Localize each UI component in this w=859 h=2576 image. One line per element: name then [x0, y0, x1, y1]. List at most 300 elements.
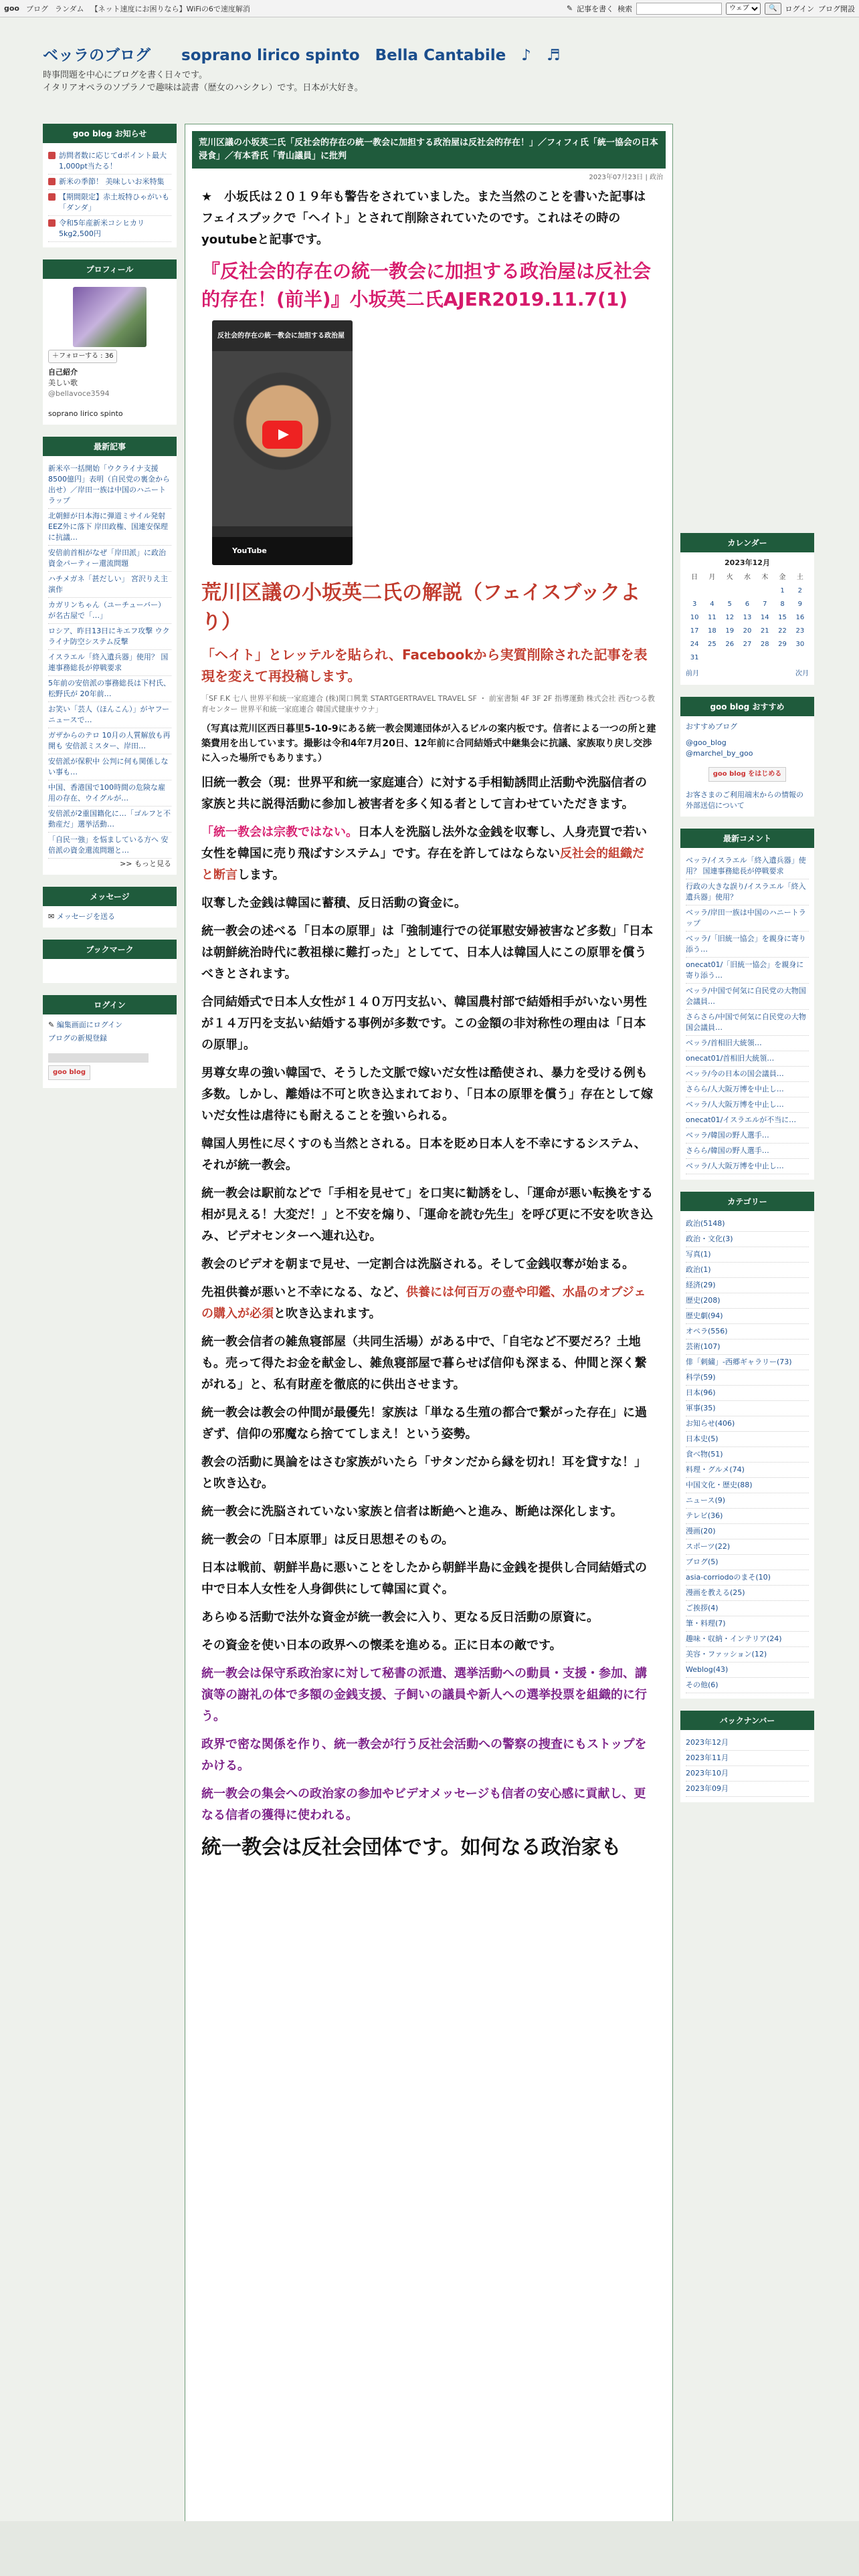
recent-article[interactable] — [48, 780, 171, 807]
calendar-day — [739, 651, 756, 665]
article-body — [185, 187, 672, 1862]
backnumber-item[interactable] — [686, 1751, 809, 1766]
comment-item-text: ベッラ/中国で何気に自民党の大物国会議員… — [686, 986, 806, 1006]
category-item[interactable] — [686, 1247, 809, 1263]
news-item[interactable] — [48, 148, 171, 175]
blog-description — [43, 69, 859, 94]
weekday: 日 — [691, 574, 698, 581]
calendar-day[interactable]: 20 — [743, 627, 752, 635]
category-item-text: ニュース(9) — [686, 1496, 726, 1505]
comment-item[interactable] — [686, 984, 809, 1010]
category-item[interactable] — [686, 1601, 809, 1616]
recent-article-text: カガリンちゃん（ユーチューバー）が名古屋で「…」 — [48, 601, 166, 620]
backnumber-title: バックナンバー — [680, 1711, 814, 1730]
calendar-day[interactable]: 14 — [760, 614, 769, 621]
recent-article[interactable] — [48, 754, 171, 780]
left-sidebar — [43, 124, 177, 1100]
category-item-text: 漫画を教える(25) — [686, 1588, 745, 1597]
comment-item[interactable] — [686, 1113, 809, 1128]
calendar-day[interactable]: 4 — [710, 601, 714, 608]
photo-note: （写真は荒川区西日暮里5-10-9にある統一教会関連団体が入るビルの案内板です。信者による一つの所と建築費用を出しています。撮影は令和4年7月20日、12年前に合同結婚式中継集会に抗議、家族取り戻し交渉に入った場所でもあります。） — [201, 724, 656, 764]
category-item[interactable] — [686, 1632, 809, 1647]
category-item-text: テレビ(36) — [686, 1511, 723, 1520]
category-item-text: 歴史(208) — [686, 1296, 721, 1305]
message-widget-title: メッセージ — [43, 887, 177, 906]
news-icon — [48, 193, 56, 201]
category-item[interactable] — [686, 1616, 809, 1632]
recent-article[interactable] — [48, 833, 171, 859]
calendar-day — [756, 651, 773, 665]
category-list — [686, 1216, 809, 1693]
right-sidebar — [680, 533, 814, 1814]
recommend-title: goo blog おすすめ — [680, 697, 814, 716]
category-item[interactable] — [686, 1309, 809, 1324]
follow-count: 36 — [104, 352, 114, 360]
para-11: 教会のビデオを朝まで見せ、一定割合は洗脳される。そして金銭収奪が始まる。 — [201, 1257, 635, 1271]
category-item-text: 写真(1) — [686, 1250, 711, 1259]
para-4c: 」です。存在を許してはならない — [380, 847, 561, 861]
category-item[interactable] — [686, 1478, 809, 1493]
comment-item-text: ベッラ/首相旧大統領… — [686, 1039, 762, 1047]
recent-article[interactable] — [48, 676, 171, 702]
calendar-widget — [680, 533, 814, 685]
category-item[interactable] — [686, 1493, 809, 1509]
comment-item-text: ベッラ/イスラエル「終入遺兵器」使用？ 国連事務総長が停戦要求 — [686, 856, 806, 875]
recent-more-label: もっと見る — [134, 859, 171, 868]
calendar-week — [686, 625, 809, 638]
news-item-text: 訪問者数に応じてdポイント最大1,000pt当たる！ — [59, 151, 167, 171]
comment-item-text: onecat01/首相旧大統領… — [686, 1054, 775, 1063]
calendar-day — [739, 584, 756, 598]
news-item[interactable] — [48, 190, 171, 216]
comment-item[interactable] — [686, 1128, 809, 1144]
comment-item[interactable] — [686, 1097, 809, 1113]
calendar-day[interactable]: 24 — [690, 641, 699, 648]
category-item-text: 政治・文化(3) — [686, 1235, 733, 1243]
follow-label: フォローする — [59, 352, 98, 360]
recommend-link-1[interactable]: @goo_blog — [686, 738, 727, 747]
recommend-link-0[interactable]: おすすめブログ — [686, 722, 738, 731]
calendar-day[interactable]: 28 — [760, 641, 769, 648]
news-widget — [43, 124, 177, 247]
calendar-month: 2023年12月 — [725, 558, 770, 567]
para-9: 韓国人男性に尽くすのも当然とされる。日本を貶め日本人を不幸にするシステム、それが統一教会。 — [201, 1137, 646, 1172]
category-item-text: 経済(29) — [686, 1281, 716, 1289]
topbar-ad-link[interactable]: 【ネット速度にお困りなら】WiFiの6で速度解消 — [90, 4, 250, 13]
category-item[interactable] — [686, 1401, 809, 1416]
comment-item[interactable] — [686, 905, 809, 932]
weekday: 月 — [708, 574, 716, 581]
backnumber-item[interactable] — [686, 1735, 809, 1751]
comment-item-text: onecat01/「旧統一協会」を親身に寄り添う… — [686, 960, 804, 980]
calendar-day[interactable]: 30 — [795, 641, 805, 648]
top-bar — [0, 0, 859, 17]
category-item-text: 芸術(107) — [686, 1342, 721, 1351]
category-item[interactable] — [686, 1370, 809, 1386]
category-item[interactable] — [686, 1355, 809, 1370]
category-item[interactable] — [686, 1586, 809, 1601]
top-bar-links — [4, 3, 250, 14]
category-item-text: その他(6) — [686, 1681, 719, 1689]
para-3: 旧統一教会（現：世界平和統一家庭連合）に対する手相勧誘問止活動や洗脳信者の家族と共に説得活動に参加し被害者を多く知る者として言わせていただきます。 — [201, 776, 647, 811]
profile-widget-title: プロフィール — [43, 259, 177, 279]
category-item[interactable] — [686, 1662, 809, 1678]
youtube-video[interactable] — [212, 320, 353, 565]
category-item[interactable] — [686, 1647, 809, 1662]
comment-item[interactable] — [686, 958, 809, 984]
weekday: 水 — [743, 574, 751, 581]
recommend-widget — [680, 697, 814, 817]
article-date: 2023年07月23日 | 政治 — [589, 174, 663, 181]
calendar-day[interactable]: 27 — [743, 641, 752, 648]
para-13: 統一教会信者の雑魚寝部屋（共同生活場）がある中で、「自宅など不要だろ？土地も。売って得たお金を献金し、雑魚寝部屋で暮らせば信仰も深まる、仲間と深く繋がれる」と、私有財産を徹底的に供出させます。 — [201, 1335, 647, 1392]
news-icon — [48, 219, 56, 227]
category-item-text: ご挨拶(4) — [686, 1604, 719, 1612]
para-4e: します。 — [237, 868, 285, 882]
category-item[interactable] — [686, 1463, 809, 1478]
category-item[interactable] — [686, 1555, 809, 1570]
category-item[interactable] — [686, 1416, 809, 1432]
comment-item[interactable] — [686, 1082, 809, 1097]
calendar-day[interactable]: 18 — [708, 627, 717, 635]
para-18: 日本は戦前、朝鮮半島に悪いことをしたから朝鮮半島に金銭を提供し合同結婚式の中で日本人女性を人身御供にして韓国に貢ぐ。 — [201, 1561, 647, 1596]
topbar-link-random[interactable]: ランダム — [55, 4, 84, 13]
calendar-day[interactable]: 13 — [743, 614, 752, 621]
category-item-text: 日本史(5) — [686, 1434, 719, 1443]
recent-article[interactable] — [48, 461, 171, 509]
calendar-day[interactable]: 16 — [795, 614, 805, 621]
comments-title: 最新コメント — [680, 829, 814, 848]
calendar-day — [791, 651, 809, 665]
comment-item-text: さらら/人大阪万博を中止し… — [686, 1085, 784, 1093]
calendar-day[interactable]: 21 — [760, 627, 769, 635]
category-item[interactable] — [686, 1324, 809, 1339]
comment-item-text: さらさら/中国で何気に自民党の大物国会議員… — [686, 1012, 806, 1032]
para-4a: 「統一教会は宗教ではない。 — [201, 825, 358, 839]
backnumber-item-text: 2023年12月 — [686, 1738, 729, 1747]
para-12 — [201, 1282, 656, 1325]
recent-list — [48, 461, 171, 859]
category-item[interactable] — [686, 1232, 809, 1247]
category-item[interactable] — [686, 1278, 809, 1293]
comments-widget — [680, 829, 814, 1180]
login-link[interactable]: ログイン — [785, 4, 814, 13]
article-heading-1: 『反社会的存在の統一教会に加担する政治屋は反社会的存在！(前半)』小坂英二氏AJER2019.11.7(1) — [201, 260, 652, 310]
comment-item-text: ベッラ/人大阪万博を中止し… — [686, 1162, 784, 1170]
envelope-icon: ✉ — [48, 912, 55, 921]
backnumber-item-text: 2023年11月 — [686, 1753, 729, 1762]
category-item-text: ブログ(5) — [686, 1558, 719, 1566]
avatar[interactable] — [73, 287, 147, 347]
para-15: 教会の活動に異論をはさむ家族がいたら「サタンだから縁を切れ！耳を貸すな！」と吹き込む。 — [201, 1455, 647, 1491]
category-item[interactable] — [686, 1509, 809, 1524]
recent-article-text: 「自民一強」を悩ましている方へ 安倍派の資金還流問題と… — [48, 835, 169, 855]
category-item[interactable] — [686, 1293, 809, 1309]
article-intro-text: ★ 小坂氏は２０１９年も警告をされていました。また当然のことを書いた記事はフェイスブックで「ヘイト」とされて削除されていたのです。これはその時のyoutubeと記事です。 — [201, 190, 646, 247]
search-input[interactable] — [636, 3, 722, 15]
calendar-day[interactable]: 31 — [690, 654, 699, 661]
calendar-day[interactable]: 3 — [692, 601, 697, 608]
write-article-link[interactable]: 記事を書く — [577, 4, 614, 13]
category-item-text: 食べ物(51) — [686, 1450, 723, 1459]
recent-widget — [43, 437, 177, 875]
para-12c: と吹き込まれます。 — [274, 1307, 381, 1321]
calendar-week — [686, 651, 809, 665]
category-item-text: 軍事(35) — [686, 1404, 716, 1412]
category-item[interactable] — [686, 1678, 809, 1693]
comment-item[interactable] — [686, 879, 809, 905]
para-4 — [201, 822, 656, 886]
category-item-text: 筆・料理(7) — [686, 1619, 726, 1628]
calendar-day[interactable]: 17 — [690, 627, 699, 635]
page-footer — [0, 2521, 859, 2576]
para-12a: 先祖供養が悪いと不幸になる、など、 — [201, 1285, 406, 1299]
recent-article[interactable] — [48, 624, 171, 650]
category-item-text: 趣味・収納・インテリア(24) — [686, 1634, 782, 1643]
backnumber-widget — [680, 1711, 814, 1802]
calendar-day[interactable]: 19 — [725, 627, 735, 635]
para-12b: 供養には何百万の壺や印鑑、水晶のオブジェの購入が必須 — [201, 1285, 646, 1321]
comment-item-text: ベッラ/人大阪万博を中止し… — [686, 1100, 784, 1109]
profile-label: 自己紹介 — [48, 368, 78, 377]
calendar-day[interactable]: 22 — [778, 627, 787, 635]
calendar-day[interactable]: 12 — [725, 614, 735, 621]
video-title: 反社会的存在の統一教会に加担する政治屋 — [217, 332, 345, 340]
calendar-day[interactable]: 8 — [780, 601, 785, 608]
recent-article[interactable] — [48, 509, 171, 546]
comment-item[interactable] — [686, 932, 809, 958]
image-caption: 「SF F.K 七八 世界平和統一家庭連合 (株)関口興業 STARTGERTRAVEL TRAVEL SF ・ 前室書類 4F 3F 2F 指導運動 株式会社 西むつる教育センター 世界平和統一家庭連合 韓国式健康サウナ」 — [201, 694, 655, 714]
article-heading-3: 「ヘイト」とレッテルを貼られ、Facebookから実質削除された記事を表現を変えて再投稿します。 — [201, 647, 648, 684]
recent-widget-title: 最新記事 — [43, 437, 177, 456]
para-6: 統一教会の述べる「日本の原罪」は「強制連行での従軍慰安婦被害など多数」「日本は朝鮮統治時代に教祖様に難打った」としてて、日本人は韓国人にこの原罪を償うべきとされます。 — [201, 924, 653, 981]
blog-title[interactable]: ベッラのブログ soprano lirico spinto Bella Cantabile ♪ ♬ — [43, 47, 561, 64]
recent-article-text: 北朝鮮が日本海に弾道ミサイル発射 EEZ外に落下 岸田政権、国連安保理に抗議… — [48, 512, 168, 542]
comment-item[interactable] — [686, 1036, 809, 1051]
recent-article[interactable] — [48, 546, 171, 572]
comment-item-text: さらら/韓国の野人選手… — [686, 1146, 769, 1155]
recommend-link-2[interactable]: @marchel_by_goo — [686, 749, 753, 758]
category-item-text: お知らせ(406) — [686, 1419, 735, 1428]
article-heading-2: 荒川区議の小坂英二氏の解説（フェイスブックより） — [201, 581, 641, 634]
blog-description-line2: イタリアオペラのソプラノで趣味は読書（歴女のハシクレ）です。日本が大好き。 — [43, 83, 363, 93]
backnumber-item[interactable] — [686, 1766, 809, 1782]
category-item[interactable] — [686, 1432, 809, 1447]
category-title: カテゴリー — [680, 1192, 814, 1211]
search-button[interactable]: 🔍 — [765, 3, 781, 15]
recent-article-text: ガザからのテロ 10月の人質解放も再開も 安倍派ミスター、岸田… — [48, 731, 171, 750]
calendar-table — [686, 571, 809, 665]
blog-start-link[interactable]: ブログ開設 — [818, 4, 855, 13]
news-widget-title: goo blog お知らせ — [43, 124, 177, 143]
youtube-logo[interactable]: YouTube — [232, 546, 267, 555]
category-item[interactable] — [686, 1570, 809, 1586]
calendar-week — [686, 611, 809, 625]
search-scope-select[interactable] — [726, 3, 761, 15]
recommend-text[interactable]: お客さまのご利用端末からの情報の外部送信について — [686, 790, 803, 810]
comment-item[interactable] — [686, 853, 809, 879]
news-item-text: 新米の季節！ 美味しいお米特集 — [59, 177, 165, 186]
goo-logo[interactable]: goo — [4, 4, 19, 13]
recent-article[interactable] — [48, 728, 171, 754]
weekday: 金 — [779, 574, 786, 581]
calendar-week — [686, 584, 809, 598]
calendar-prev[interactable]: 前月 — [686, 670, 699, 677]
category-item-text: スポーツ(22) — [686, 1542, 731, 1551]
comment-item[interactable] — [686, 1051, 809, 1067]
profile-text: soprano lirico spinto — [48, 409, 123, 418]
bookmark-widget — [43, 940, 177, 983]
para-24: 統一教会は反社会団体です。如何なる政治家も — [201, 1836, 622, 1859]
follow-button[interactable]: ＋フォローする : 36 — [48, 350, 117, 363]
calendar-day[interactable]: 15 — [778, 614, 787, 621]
news-icon — [48, 152, 56, 159]
para-21: 統一教会は保守系政治家に対して秘書の派遣、選挙活動への動員・支援・参加、講演等の謝礼の体で多額の金銭支援、子飼いの議員や新人への選挙投票を組織的に行う。 — [201, 1667, 647, 1723]
article-title[interactable]: 荒川区議の小坂英二氏「反社会的存在の統一教会に加担する政治屋は反社会的存在！」／フィフィ氏「統一協会の日本浸食」／有本香氏「青山議員」に批判 — [192, 131, 666, 169]
para-20: その資金を使い日本の政界への懐柔を進める。正に日本の敵です。 — [201, 1638, 562, 1652]
article-main — [185, 124, 673, 2545]
calendar-day — [686, 584, 703, 598]
category-item-text: 日本(96) — [686, 1388, 716, 1397]
category-item-text: 美容・ファッション(12) — [686, 1650, 767, 1658]
login-widget-title: ログイン — [43, 995, 177, 1014]
comment-item[interactable] — [686, 1010, 809, 1036]
calendar-week — [686, 598, 809, 611]
category-item-text: 漫画(20) — [686, 1527, 716, 1535]
calendar-day[interactable]: 29 — [778, 641, 787, 648]
weekday: 木 — [761, 574, 769, 581]
category-item[interactable] — [686, 1216, 809, 1232]
para-5: 収奪した金銭は韓国に蓄積、反日活動の資金に。 — [201, 896, 466, 910]
recent-article[interactable] — [48, 598, 171, 624]
category-item[interactable] — [686, 1524, 809, 1539]
category-item-text: 俳「刺繍」-西郷ギャラリー(73) — [686, 1358, 792, 1366]
comment-item[interactable] — [686, 1159, 809, 1174]
blog-header — [0, 17, 859, 91]
category-item-text: 中国文化・歴史(88) — [686, 1481, 753, 1489]
recent-article-text: お笑い「芸人（ほんこん）」がヤフーニュースで… — [48, 705, 170, 724]
calendar-day — [756, 584, 773, 598]
comment-item-text: ベッラ/「旧統一協会」を親身に寄り添う… — [686, 934, 806, 954]
news-icon — [48, 178, 56, 185]
category-item[interactable] — [686, 1447, 809, 1463]
recent-article-text: ハチメガネ「甚だしい」 宮沢りえ主演作 — [48, 574, 169, 594]
category-item-text: 科学(59) — [686, 1373, 716, 1382]
calendar-day[interactable]: 2 — [797, 587, 803, 595]
goo-blog-badge[interactable]: goo blog — [48, 1065, 90, 1080]
bookmark-widget-title: ブックマーク — [43, 940, 177, 959]
news-item[interactable] — [48, 175, 171, 190]
calendar-day[interactable]: 25 — [708, 641, 717, 648]
calendar-next[interactable]: 次月 — [795, 670, 809, 677]
calendar-day[interactable]: 23 — [795, 627, 805, 635]
calendar-weekdays — [686, 571, 809, 584]
profile-id: @bellavoce3594 — [48, 389, 110, 398]
category-item-text: asia-corriodoのまそ(10) — [686, 1573, 771, 1582]
calendar-day — [721, 651, 739, 665]
new-blog-link[interactable]: ブログの新規登録 — [48, 1034, 107, 1043]
comment-item-text: 行政の大きな誤り/イスラエル「終入遺兵器」使用？ — [686, 882, 806, 901]
comment-item-text: ベッラ/今の日本の国会議員… — [686, 1069, 784, 1078]
blog-description-line1: 時事問題を中心にブログを書く日々です。 — [43, 70, 207, 80]
search-label: 検索 — [617, 4, 633, 13]
category-item[interactable] — [686, 1539, 809, 1555]
recommend-badge[interactable]: goo blog をはじめる — [708, 767, 786, 782]
profile-widget — [43, 259, 177, 425]
topbar-link-blog[interactable]: ブログ — [26, 4, 48, 13]
news-item[interactable] — [48, 216, 171, 242]
category-item[interactable] — [686, 1263, 809, 1278]
para-10: 統一教会は駅前などで「手相を見せて」を口実に勧誘をし、「運命が悪い転換をする相が見える！大変だ！」と不安を煽り、「運命を読む先生」を呼び更に不安を吹き込み、ビデオセンターへ連れ込む。 — [201, 1186, 653, 1243]
calendar-day — [721, 584, 739, 598]
calendar-title: カレンダー — [680, 533, 814, 552]
calendar-week — [686, 638, 809, 651]
calendar-day[interactable]: 6 — [745, 601, 750, 608]
weekday: 土 — [796, 574, 803, 581]
weekday: 火 — [726, 574, 733, 581]
recent-more-link[interactable]: >> もっと見る — [120, 859, 171, 868]
comment-item-text: ベッラ/韓国の野人選手… — [686, 1131, 769, 1140]
calendar-day[interactable]: 1 — [780, 587, 785, 595]
recent-article[interactable] — [48, 650, 171, 676]
para-7: 合同結婚式で日本人女性が１４０万円支払い、韓国農村部で結婚相手がいない男性が１４万円を支払い結婚する事例が多数です。この金額の非対称性の理由は「日本の原罪」。 — [201, 995, 647, 1052]
comment-item-text: ベッラ/岸田一族は中国のハニートラップ — [686, 908, 806, 928]
category-item-text: 政治(5148) — [686, 1219, 725, 1228]
category-item[interactable] — [686, 1339, 809, 1355]
message-widget — [43, 887, 177, 928]
top-bar-search — [567, 3, 855, 15]
recent-article-text: 5年前の安倍派の事務総長は下村氏、松野氏が 20年前… — [48, 679, 171, 698]
para-22: 政界で密な関係を作り、統一教会が行う反社会活動への警察の捜査にもストップをかける。 — [201, 1737, 647, 1773]
profile-name[interactable]: 美しい歌 — [48, 379, 78, 387]
news-list — [48, 148, 171, 242]
calendar-day[interactable]: 7 — [763, 601, 767, 608]
calendar-day[interactable]: 10 — [690, 614, 699, 621]
calendar-day[interactable]: 5 — [727, 601, 732, 608]
para-17: 統一教会の「日本原罪」は反日思想そのもの。 — [201, 1533, 454, 1547]
edit-login-link[interactable]: 編集画面にログイン — [56, 1021, 123, 1029]
backnumber-list — [686, 1735, 809, 1797]
youtube-bar — [212, 537, 353, 565]
send-message-link[interactable]: メッセージを送る — [56, 912, 116, 921]
comment-item[interactable] — [686, 1067, 809, 1082]
calendar-day[interactable]: 11 — [708, 614, 717, 621]
calendar-day — [773, 651, 791, 665]
calendar-day[interactable]: 9 — [797, 601, 803, 608]
login-bar — [48, 1053, 149, 1063]
category-widget — [680, 1192, 814, 1699]
recent-article[interactable] — [48, 702, 171, 728]
category-item-text: 料理・グルメ(74) — [686, 1465, 745, 1474]
play-icon[interactable] — [262, 421, 302, 449]
comment-list — [686, 853, 809, 1174]
category-item-text: オペラ(556) — [686, 1327, 728, 1335]
calendar-day[interactable]: 26 — [725, 641, 735, 648]
recent-article-text: イスラエル「終入遺兵器」使用？ 国連事務総長が停戦要求 — [48, 653, 169, 672]
login-widget — [43, 995, 177, 1088]
backnumber-item-text: 2023年10月 — [686, 1769, 729, 1778]
recent-article-text: 安倍前首相がなぜ「岸田派」に政治資金パーティー還流問題 — [48, 548, 166, 568]
recent-article-text: 中国、香港国で100時間の危険な雇用の存在、ウイグルが… — [48, 783, 165, 802]
comment-item[interactable] — [686, 1144, 809, 1159]
calendar-days — [686, 584, 809, 665]
recent-article[interactable] — [48, 807, 171, 833]
bookmark-body — [43, 959, 177, 983]
category-item[interactable] — [686, 1386, 809, 1401]
backnumber-item[interactable] — [686, 1782, 809, 1797]
recent-article[interactable] — [48, 572, 171, 598]
para-14: 統一教会は教会の仲間が最優先！家族は「単なる生殖の都合で繋がった存在」に過ぎず、信仰の邪魔なら捨ててしまえ！という姿勢。 — [201, 1406, 647, 1441]
